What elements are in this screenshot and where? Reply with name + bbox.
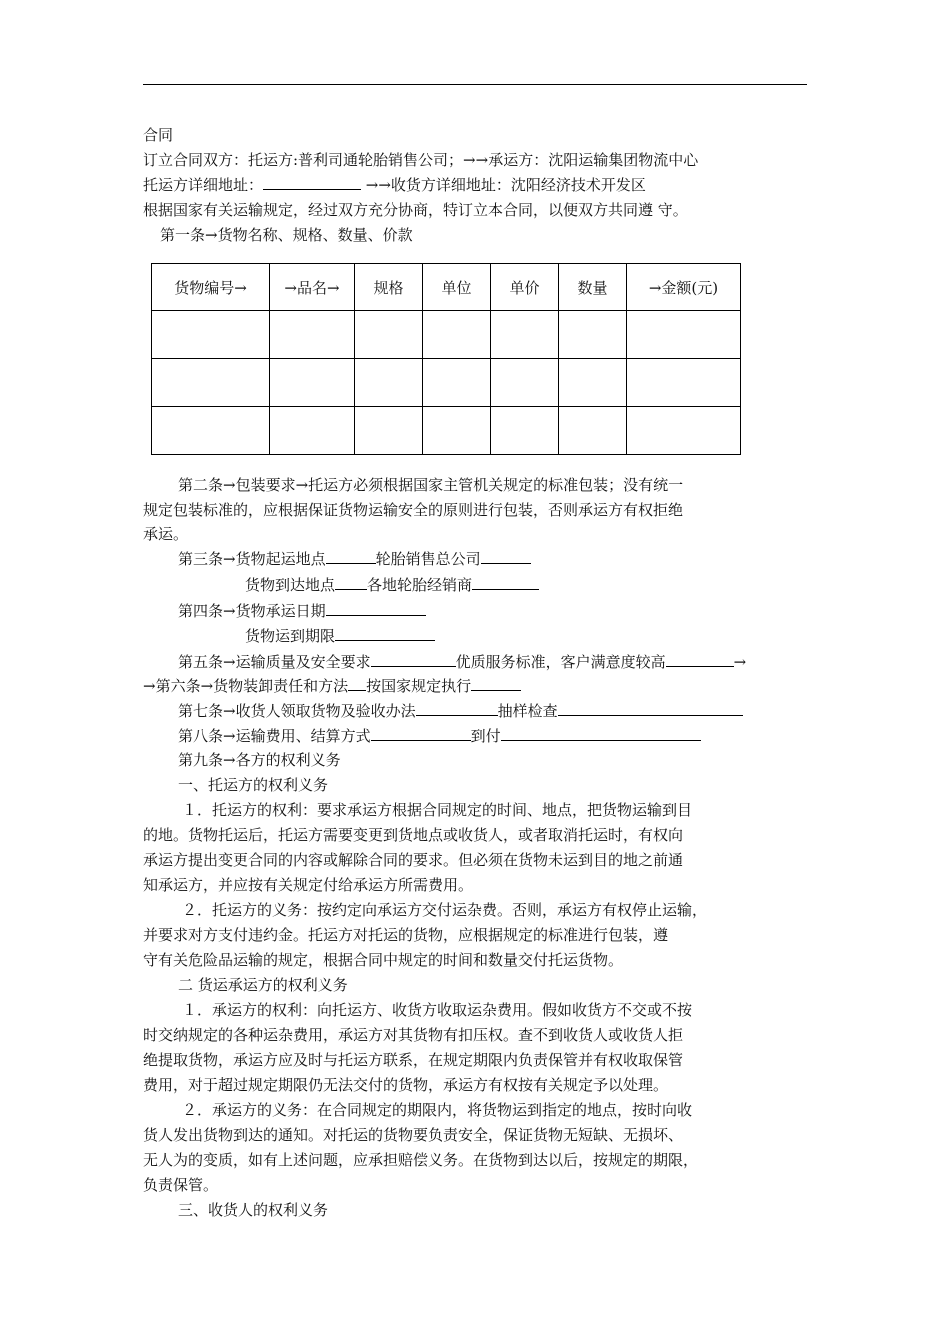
paragraph-line: 守有关危险品运输的规定，根据合同中规定的时间和数量交付托运货物。: [143, 951, 624, 969]
value: 轮胎销售总公司: [375, 550, 481, 568]
cell: [355, 311, 423, 359]
table-row: [152, 407, 741, 455]
article-1: 第一条→货物名称、规格、数量、价款: [160, 226, 413, 244]
paragraph-line: １．承运方的权利：向托运方、收货方收取运杂费用。假如收货方不交或不按: [182, 1001, 693, 1019]
article-2-l1: 第二条→包装要求→托运方必须根据国家主管机关规定的标准包装；没有统一: [178, 476, 684, 494]
address-b: →→收货方详细地址：沈阳经济技术开发区: [365, 176, 646, 194]
table-header: [152, 264, 741, 311]
paragraph-line: １．托运方的权利：要求承运方根据合同规定的时间、地点，把货物运输到目: [182, 801, 693, 819]
cell: [423, 311, 491, 359]
paragraph-line: 时交纳规定的各种运杂费用，承运方对其货物有扣压权。查不到收货人或收货人拒: [143, 1026, 684, 1044]
label: 货物运到期限: [245, 627, 336, 645]
header-rule: [143, 84, 807, 85]
value: 到付: [470, 727, 501, 745]
article-4a: [178, 601, 426, 621]
article-3a: [178, 549, 531, 569]
paragraph-line: 费用，对于超过规定期限仍无法交付的货物，承运方有权按有关规定予以处理。: [143, 1076, 669, 1094]
cell: [423, 407, 491, 455]
cell: [491, 407, 559, 455]
col-header: →品名→: [270, 264, 355, 311]
value: 优质服务标准，客户满意度较高: [455, 653, 666, 671]
paragraph-line: 无人为的变质，如有上述问题，应承担赔偿义务。在货物到达以后，按规定的期限，: [143, 1151, 699, 1169]
col-header: →金额(元): [627, 264, 741, 311]
paragraph-line: 知承运方，并应按有关规定付给承运方所需费用。: [143, 876, 474, 894]
label: →第六条→货物装卸责任和方法: [143, 677, 349, 695]
col-header: 数量: [559, 264, 627, 311]
cell: [627, 311, 741, 359]
label: 第八条→运输费用、结算方式: [178, 727, 371, 745]
paragraph-line: 并要求对方支付违约金。托运方对托运的货物，应根据规定的标准进行包装，遵: [143, 926, 669, 944]
label: 第四条→货物承运日期: [178, 602, 326, 620]
cell: [270, 407, 355, 455]
value: 抽样检查: [497, 702, 558, 720]
cell: [423, 359, 491, 407]
value: 各地轮胎经销商: [367, 576, 473, 594]
col-header: 货物编号→: [152, 264, 270, 311]
article-4b: [245, 626, 435, 646]
cell: [270, 311, 355, 359]
arrow: →: [733, 653, 747, 671]
cell: [355, 407, 423, 455]
table-row: [152, 359, 741, 407]
cell: [355, 359, 423, 407]
parties: 订立合同双方：托运方:普利司通轮胎销售公司；→→承运方：沈阳运输集团物流中心: [143, 151, 699, 169]
label: 第七条→收货人领取货物及验收办法: [178, 702, 416, 720]
label: 货物到达地点: [245, 576, 336, 594]
doc-title: 合同: [143, 126, 174, 144]
section-2: 二 货运承运方的权利义务: [178, 976, 348, 994]
cell: [270, 359, 355, 407]
cell: [152, 359, 270, 407]
cell: [491, 359, 559, 407]
value: 按国家规定执行: [366, 677, 472, 695]
paragraph-line: 负责保管。: [143, 1176, 219, 1194]
article-7: [178, 701, 743, 721]
label: 第三条→货物起运地点: [178, 550, 326, 568]
article-8: [178, 726, 701, 746]
cell: [559, 407, 627, 455]
cell: [152, 407, 270, 455]
article-2-l2: 规定包装标准的，应根据保证货物运输安全的原则进行包装，否则承运方有权拒绝: [143, 501, 684, 519]
address-a: 托运方详细地址：: [143, 176, 264, 194]
col-header: 单位: [423, 264, 491, 311]
goods-table: [151, 263, 741, 455]
cell: [559, 311, 627, 359]
label: 第五条→运输质量及安全要求: [178, 653, 371, 671]
col-header: 单价: [491, 264, 559, 311]
paragraph-line: 承运方提出变更合同的内容或解除合同的要求。但必须在货物未运到目的地之前通: [143, 851, 684, 869]
cell: [491, 311, 559, 359]
paragraph-line: 货人发出货物到达的通知。对托运的货物要负责安全，保证货物无短缺、无损坏、: [143, 1126, 684, 1144]
table-row: [152, 311, 741, 359]
cell: [152, 311, 270, 359]
cell: [627, 407, 741, 455]
paragraph-line: ２．托运方的义务：按约定向承运方交付运杂费。否则，承运方有权停止运输，: [182, 901, 708, 919]
cell: [627, 359, 741, 407]
section-1: 一、托运方的权利义务: [178, 776, 329, 794]
article-3b: [245, 575, 539, 595]
article-9: 第九条→各方的权利义务: [178, 751, 341, 769]
paragraph-line: 的地。货物托运后，托运方需要变更到货地点或收货人，或者取消托运时，有权向: [143, 826, 684, 844]
col-header: 规格: [355, 264, 423, 311]
intro: 根据国家有关运输规定，经过双方充分协商，特订立本合同，以便双方共同遵 守。: [143, 201, 688, 219]
article-6: [143, 676, 521, 696]
addresses: [143, 175, 646, 195]
section-3: 三、收货人的权利义务: [178, 1201, 329, 1219]
paragraph-line: 绝提取货物，承运方应及时与托运方联系，在规定期限内负责保管并有权收取保管: [143, 1051, 684, 1069]
article-2-l3: 承运。: [143, 525, 189, 543]
cell: [559, 359, 627, 407]
article-5: [178, 652, 746, 672]
paragraph-line: ２．承运方的义务：在合同规定的期限内，将货物运到指定的地点，按时向收: [182, 1101, 693, 1119]
